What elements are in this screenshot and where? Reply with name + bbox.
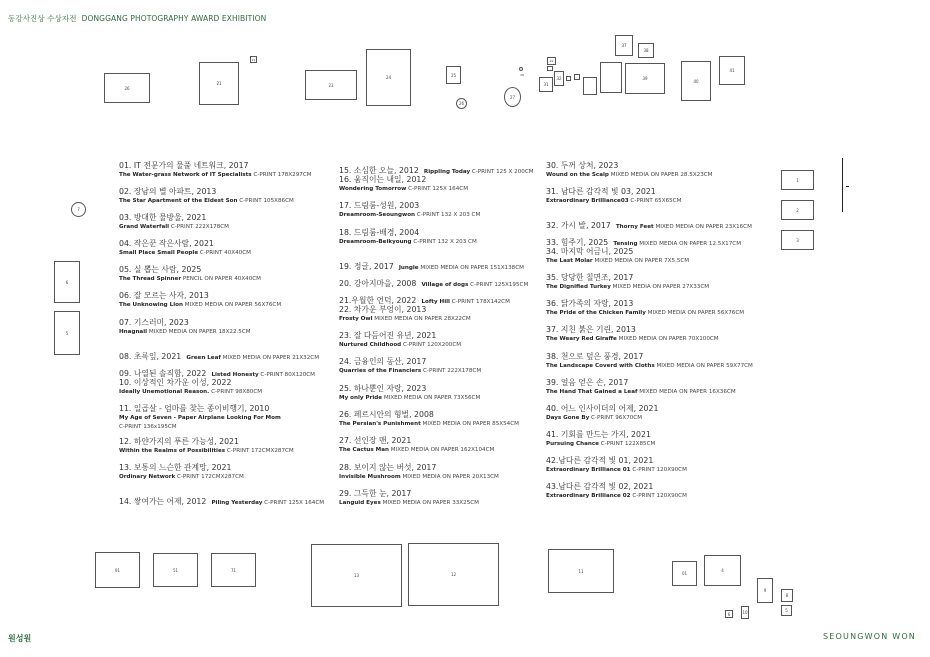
work-entry-08: 08. 초록잎, 2021 Green Leaf MIXED MEDIA ON PAPER 21X32CM [119,351,320,361]
work-entry-17: 17. 드림룸-성원, 2003 Dreamroom-Seoungwon C-PRINT 132 X 203 CM [339,201,481,219]
frame-91[interactable]: 91 [95,552,140,588]
frame-24[interactable]: 24 [366,49,411,106]
right-wall-tick [846,186,849,187]
frame-40[interactable]: 40 [681,61,711,101]
frame-9[interactable]: 9 [757,578,773,603]
frame-51[interactable]: 51 [153,553,198,587]
work-entry-43: 43.남다른 감각적 빛 02, 2021 Extraordinary Brilliance 02 C-PRINT 120X90CM [546,482,687,500]
work-entry-28: 28. 보이지 않는 버섯, 2017 Invisible Mushroom MIXED MEDIA ON PAPER 20X13CM [339,462,499,480]
header-title-ko: 동강사진상 수상자전 [8,14,77,23]
works-column-c [546,161,753,508]
frame-21[interactable]: 21 [199,62,239,105]
frame-12[interactable]: 12 [408,543,499,606]
header-title-en: DONGGANG PHOTOGRAPHY AWARD EXHIBITION [81,14,267,23]
frame-3[interactable]: 3 [781,230,814,250]
work-entry-04: 04. 작은꾼 작은사람, 2021 Small Place Small People C-PRINT 40X40CM [119,239,251,257]
frame-39[interactable]: 39 [625,63,665,94]
work-entry-22: 22. 차가운 부엉이, 2013 Frosty Owl MIXED MEDIA ON PAPER 28X22CM [339,304,471,322]
frame-32[interactable]: 32 [554,71,564,86]
work-entry-07: 07. 기스러미, 2023 Hnagnail MIXED MEDIA ON PAPER 18X22.5CM [119,317,251,335]
work-entry-06: 06. 잘 모르는 사자, 2013 The Unknowing Lion MIXED MEDIA ON PAPER 56X76CM [119,291,282,309]
work-entry-09: 09. 나열된 솔직함, 2022 Listed Honesty C-PRINT 80X120CM [119,368,315,378]
work-entry-01: 01. IT 전문가의 물풀 네트워크, 2017 The Water-grass Network of IT Specialists C-PRINT 178X297CM [119,161,312,178]
work-entry-40: 40. 어느 인사이더의 어제, 2021 Days Gone By C-PRINT 96X70CM [546,403,659,421]
work-entry-42: 42.남다른 감각적 빛 01, 2021 Extraordinary Brilliance 01 C-PRINT 120X90CM [546,455,687,473]
frame-71[interactable]: 71 [211,553,256,587]
work-entry-12: 12. 하얀가지의 푸른 가능성, 2021 Within the Realms of Possibilities C-PRINT 172CMX287CM [119,436,294,454]
frame-6[interactable]: 6 [54,261,80,303]
frame-26[interactable]: 26 [104,73,150,103]
frame-28[interactable]: 28 [517,67,527,83]
work-entry-10: 10. 이상적인 차가운 이성, 2022 Ideally Unemotional Reason. C-PRINT 98X80CM [119,377,263,395]
frame-35a[interactable] [583,77,597,95]
frame-4[interactable]: 4 [704,555,741,586]
frame-8[interactable]: 8 [781,589,793,602]
exhibition-header [8,13,271,24]
frame-13[interactable]: 13 [311,544,402,607]
frame-5-small[interactable]: 5 [781,605,792,616]
work-entry-03: 03. 방대한 물방울, 2021 Grand Waterfall C-PRINT 222X178CM [119,213,229,231]
work-entry-35: 35. 당당한 칠면조, 2017 The Dignified Turkey MIXED MEDIA ON PAPER 27X33CM [546,273,710,291]
right-wall-line [842,158,843,212]
work-entry-38: 38. 천으로 덮은 풍경, 2017 The Landscape Coverd with Cloths MIXED MEDIA ON PAPER 59X77CM [546,351,753,369]
works-column-a [119,161,324,506]
work-entry-21: 21.우월한 언덕, 2022 Lofty Hill C-PRINT 178X142CM [339,295,510,305]
work-entry-36: 36. 닭가족의 자랑, 2013 The Pride of the Chicken Family MIXED MEDIA ON PAPER 56X76CM [546,299,745,317]
frame-1[interactable]: 1 [781,170,814,190]
frame-36a[interactable] [600,62,622,93]
work-entry-27: 27. 선인장 맨, 2021 The Cactus Man MIXED MEDIA ON PAPER 162X104CM [339,436,495,454]
work-entry-33: 33. 힘주기, 2025 Tensing MIXED MEDIA ON PAPER 12.5X17CM [546,238,742,248]
artist-name-ko: 원성원 [8,634,32,643]
frame-41[interactable]: 41 [719,56,745,85]
work-entry-26: 26. 페르시안의 형벌, 2008 The Persian's Punishment MIXED MEDIA ON PAPER 85X54CM [339,410,519,428]
frame-31[interactable]: 31 [539,77,553,92]
frame-27-round[interactable]: 27 [504,87,521,107]
work-entry-24: 24. 금융인의 동산, 2017 Quarries of the Financiers C-PRINT 222X178CM [339,357,482,375]
work-entry-41: 41. 기회를 만드는 가지, 2021 Pursuing Chance C-PRINT 122X85CM [546,429,656,447]
work-entry-02: 02. 장남의 별 아파트, 2013 The Star Apartment of the Eldest Son C-PRINT 105X86CM [119,187,294,205]
work-entry-15: 15. 소심한 오늘, 2012 Rippling Today C-PRINT 125 X 200CM [339,166,534,175]
work-entry-11: 11. 일곱살 - 엄마를 찾는 종이비행기, 2010 My Age of Seven - Paper Airplane Looking For Mom C-PRINT 136x195CM [119,403,281,430]
frame-28-circle[interactable] [519,67,523,71]
frame-7-round[interactable]: 7 [71,202,86,217]
work-entry-14: 14. 쌓여가는 어제, 2012 Piling Yesterday C-PRINT 125X 164CM [119,496,325,506]
frame-29[interactable]: 29 [547,57,556,65]
frame-11[interactable]: 11 [548,549,614,593]
work-entry-05: 05. 실 뽑는 사람, 2025 The Thread Spinner PENCIL ON PAPER 40X40CM [119,265,261,283]
work-entry-20: 20. 강아지마을, 2008 Village of dogs C-PRINT 125X195CM [339,278,529,288]
work-entry-34: 34. 마지막 어금니, 2025 The Last Molar MIXED MEDIA ON PAPER 7X5.5CM [546,247,690,265]
frame-01[interactable]: 01 [672,561,697,586]
work-entry-13: 13. 보통의 느슨한 관계망, 2021 Ordinary Network C-PRINT 172CMX287CM [119,462,244,480]
frame-34a[interactable] [574,74,580,80]
frame-37[interactable]: 37 [615,35,633,56]
work-entry-23: 23. 잘 다듬어진 유년, 2021 Nurtured Childhood C-PRINT 120X200CM [339,331,462,349]
work-entry-39: 39. 얼음 얻은 손, 2017 The Hand That Gained a Leaf MIXED MEDIA ON PAPER 16X36CM [546,377,736,395]
frame-23[interactable]: 23 [305,70,357,100]
work-entry-19: 19. 정글, 2017 Jungle MIXED MEDIA ON PAPER 151X138CM [339,261,524,271]
frame-5[interactable]: 5 [54,311,80,355]
work-entry-18: 18. 드림룸-배경, 2004 Dreamroom-Beikyoung C-PRINT 132 X 203 CM [339,227,477,245]
frame-26-round[interactable]: 26 [456,98,467,109]
frame-30a[interactable] [547,66,553,71]
work-entry-29: 29. 그득한 눈, 2017 Languid Eyes MIXED MEDIA ON PAPER 33X25CM [339,488,479,506]
works-column-b [339,158,534,515]
frame-2[interactable]: 2 [781,200,814,220]
frame-38[interactable]: 38 [638,43,654,58]
work-entry-31: 31. 남다른 감각적 빛 03, 2021 Extraordinary Brilliance03 C-PRINT 65X65CM [546,187,682,205]
frame-22[interactable]: 22 [251,57,256,62]
artist-name-en: SEOUNGWON WON [823,632,916,641]
work-entry-30: 30. 두꺼 상처, 2023 Wound on the Scalp MIXED MEDIA ON PAPER 28.5X23CM [546,161,713,178]
work-entry-32: 32. 가시 발, 2017 Thorny Feet MIXED MEDIA ON PAPER 23X16CM [546,221,752,231]
frame-25[interactable]: 25 [446,66,461,84]
work-entry-37: 37. 지친 붉은 기린, 2013 The Weary Red Giraffe MIXED MEDIA ON PAPER 70X100CM [546,325,719,343]
work-entry-25: 25. 하나뿐인 자랑, 2023 My only Pride MIXED MEDIA ON PAPER 73X56CM [339,383,481,401]
work-entry-16: 16. 움직이는 내일, 2012 Wondering Tomorrow C-PRINT 125X 164CM [339,175,469,192]
frame-10[interactable]: 10 [741,606,749,619]
frame-33a[interactable] [566,76,571,81]
frame-6-small[interactable]: 6 [725,610,733,618]
